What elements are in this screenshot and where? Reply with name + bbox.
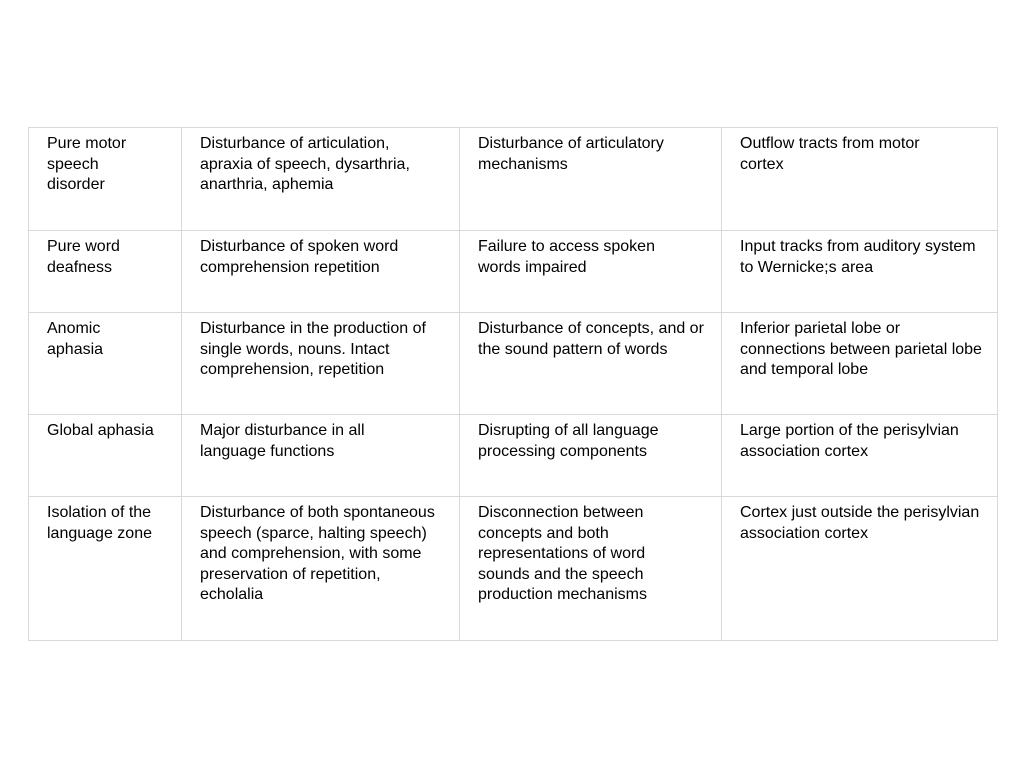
deficit-cell: Failure to access spoken words impaired bbox=[460, 231, 722, 313]
lesion-cell: Inferior parietal lobe or connections between parietal lobe and temporal lobe bbox=[722, 313, 998, 415]
syndrome-cell: Anomic aphasia bbox=[29, 313, 182, 415]
table-row bbox=[29, 128, 998, 231]
symptoms-cell: Disturbance of both spontaneous speech (sparce, halting speech) and comprehension, with some preservation of repetition, echolalia bbox=[182, 497, 460, 641]
table-row bbox=[29, 497, 998, 641]
symptoms-cell: Disturbance in the production of single words, nouns. Intact comprehension, repetition bbox=[182, 313, 460, 415]
lesion-cell: Cortex just outside the perisylvian association cortex bbox=[722, 497, 998, 641]
aphasia-table bbox=[28, 127, 998, 641]
deficit-cell: Disrupting of all language processing components bbox=[460, 415, 722, 497]
syndrome-cell: Pure word deafness bbox=[29, 231, 182, 313]
symptoms-cell: Major disturbance in all language functions bbox=[182, 415, 460, 497]
symptoms-cell: Disturbance of articulation, apraxia of speech, dysarthria, anarthria, aphemia bbox=[182, 128, 460, 231]
syndrome-cell: Pure motor speech disorder bbox=[29, 128, 182, 231]
lesion-cell: Outflow tracts from motor cortex bbox=[722, 128, 998, 231]
deficit-cell: Disconnection between concepts and both representations of word sounds and the speech production mechanisms bbox=[460, 497, 722, 641]
table-row bbox=[29, 231, 998, 313]
deficit-cell: Disturbance of articulatory mechanisms bbox=[460, 128, 722, 231]
syndrome-cell: Isolation of the language zone bbox=[29, 497, 182, 641]
lesion-cell: Large portion of the perisylvian association cortex bbox=[722, 415, 998, 497]
deficit-cell: Disturbance of concepts, and or the sound pattern of words bbox=[460, 313, 722, 415]
syndrome-cell: Global aphasia bbox=[29, 415, 182, 497]
table-row bbox=[29, 313, 998, 415]
table-row bbox=[29, 415, 998, 497]
symptoms-cell: Disturbance of spoken word comprehension repetition bbox=[182, 231, 460, 313]
lesion-cell: Input tracks from auditory system to Wernicke;s area bbox=[722, 231, 998, 313]
